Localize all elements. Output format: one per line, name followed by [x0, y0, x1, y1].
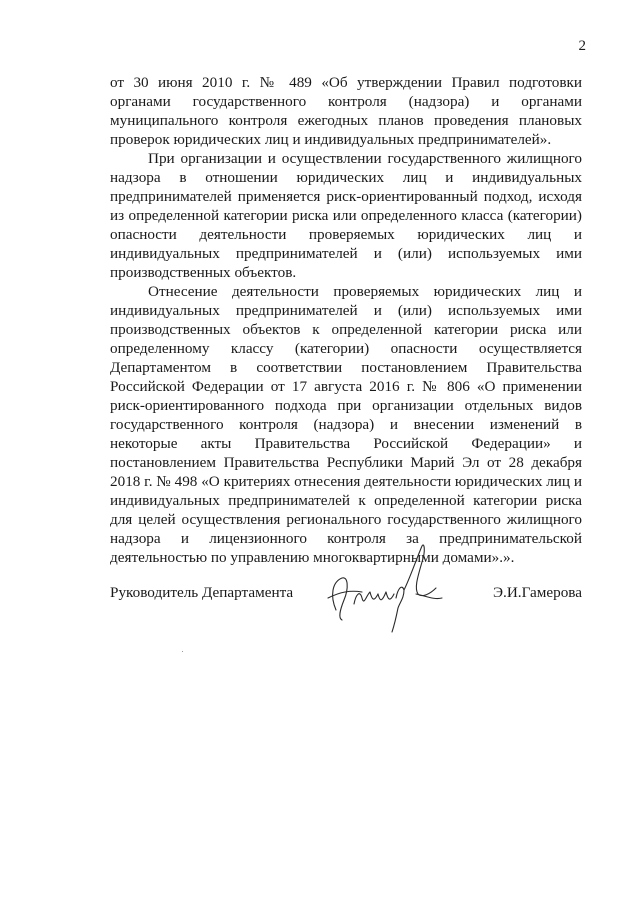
document-body [110, 73, 582, 567]
paragraph-continuation: от 30 июня 2010 г. № 489 «Об утверждении Правил подготовки органами государственного контроля (надзора) и органами муниципального контроля ежегодных планов проведения плановых проверок юридических лиц и индивидуальных предпринимателей». [110, 74, 582, 148]
paragraph-risk-approach: При организации и осуществлении государственного жилищного надзора в отношении юридических лиц и индивидуальных предпринимателей применяется риск-ориентированный подход, исходя из определенной категории риска или определенного класса (категории) опасности деятельности проверяемых юридических лиц и индивидуальных предпринимателей и (или) используемых ими производственных объектов. [110, 150, 582, 281]
signer-position: Руководитель Департамента [110, 584, 294, 601]
paragraph-risk-classification: Отнесение деятельности проверяемых юридических лиц и индивидуальных предпринимателей и (или) используемых ими производственных объектов к определенной категории риска или определенному классу (категории) опасности осуществляется Департаментом в соответствии постановлением Правительства Российской Федерации от 17 августа 2016 г. № 806 «О применении риск-ориентированного подхода при организации отдельных видов государственного контроля (надзора) и внесении изменений в некоторые акты Правительства Российской Федерации» и постановлением Правительства Республики Марий Эл от 28 декабря 2018 г. № 498 «О критериях отнесения деятельности юридических лиц и индивидуальных предпринимателей к определенной категории риска для целей осуществления регионального государственного жилищного надзора и лицензионного контроля за предпринимательской деятельностью по управлению многоквартирными домами».». [110, 283, 582, 566]
scan-artifact [182, 651, 183, 652]
signer-name: Э.И.Гамерова [493, 584, 582, 601]
signature-block [110, 580, 582, 640]
page-number: 2 [578, 38, 586, 54]
handwritten-signature [318, 538, 448, 638]
